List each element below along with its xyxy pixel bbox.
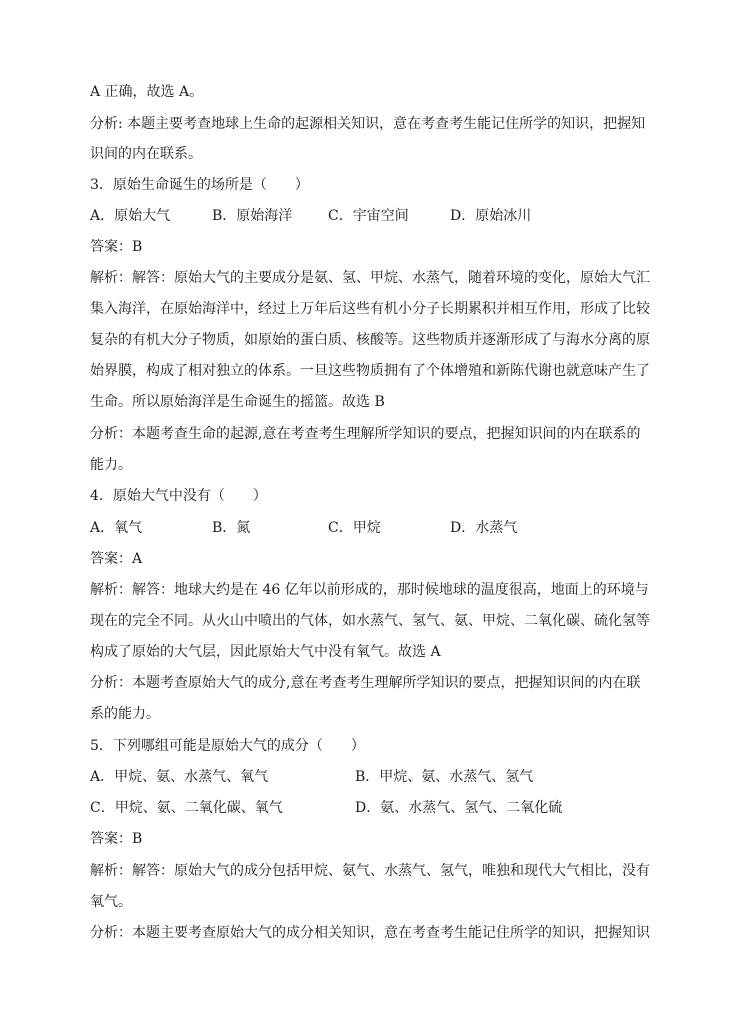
q5-option-d: D．氨、水蒸气、氢气、二氧化硫	[355, 800, 563, 816]
text-line: 构成了原始的大气层，因此原始大气中没有氧气。故选 A	[90, 644, 441, 660]
q4-option-c: C．甲烷	[328, 520, 381, 536]
text-line: 始界膜，构成了相对独立的体系。一旦这些物质拥有了个体增殖和新陈代谢也就意味产生了	[90, 363, 650, 379]
q5-option-b: B．甲烷、氨、水蒸气、氢气	[355, 769, 534, 785]
text-line: A 正确，故选 A。	[90, 84, 204, 100]
q3-option-d: D．原始冰川	[450, 208, 532, 224]
q4-option-d: D．水蒸气	[450, 520, 518, 536]
text-line: 能力。	[90, 457, 132, 473]
q3-option-c: C．宇宙空间	[328, 208, 409, 224]
q4-option-b: B．氮	[212, 520, 251, 536]
answer-4: 答案：A	[90, 551, 143, 567]
text-line: 分析: 本题主要考查地球上生命的起源相关知识，意在考查考生能记住所学的知识，把握知	[90, 116, 646, 132]
text-line: 现在的完全不同。从火山中喷出的气体，如水蒸气、氢气、氨、甲烷、二氧化碳、硫化氢等	[90, 613, 650, 629]
text-line: 识间的内在联系。	[90, 146, 202, 162]
text-line: 分析：本题考查原始大气的成分,意在考查考生理解所学知识的要点，把握知识间的内在联	[90, 675, 641, 691]
text-line: 复杂的有机大分子物质，如原始的蛋白质、核酸等。这些物质并逐渐形成了与海水分离的原	[90, 332, 650, 348]
text-line: 分析：本题主要考查原始大气的成分相关知识，意在考查考生能记住所学的知识，把握知识	[90, 925, 650, 941]
q4-option-a: A．氧气	[90, 520, 143, 536]
text-line: 解析：解答：原始大气的成分包括甲烷、氨气、水蒸气、氢气，唯独和现代大气相比，没有	[90, 863, 650, 879]
text-line: 分析：本题考查生命的起源,意在考查考生理解所学知识的要点，把握知识间的内在联系的	[90, 426, 641, 442]
question-4: 4．原始大气中没有（ ）	[90, 488, 267, 504]
text-line: 集入海洋，在原始海洋中，经过上万年后这些有机小分子长期累积并相互作用，形成了比较	[90, 301, 650, 317]
text-line: 氧气。	[90, 894, 132, 910]
text-line: 系的能力。	[90, 706, 160, 722]
q3-option-a: A．原始大气	[90, 208, 171, 224]
question-3: 3．原始生命诞生的场所是（ ）	[90, 177, 309, 193]
q5-option-c: C．甲烷、氨、二氧化碳、氧气	[90, 800, 283, 816]
q5-option-a: A．甲烷、氨、水蒸气、氧气	[90, 769, 269, 785]
text-line: 生命。所以原始海洋是生命诞生的摇篮。故选 B	[90, 394, 385, 410]
text-line: 解析：解答：原始大气的主要成分是氨、氢、甲烷、水蒸气，随着环境的变化，原始大气汇	[90, 270, 650, 286]
q3-option-b: B．原始海洋	[212, 208, 293, 224]
text-line: 解析：解答：地球大约是在 46 亿年以前形成的，那时候地球的温度很高，地面上的环境与	[90, 582, 649, 598]
answer-5: 答案：B	[90, 831, 143, 847]
answer-3: 答案：B	[90, 239, 143, 255]
question-5: 5．下列哪组可能是原始大气的成分（ ）	[90, 738, 365, 754]
